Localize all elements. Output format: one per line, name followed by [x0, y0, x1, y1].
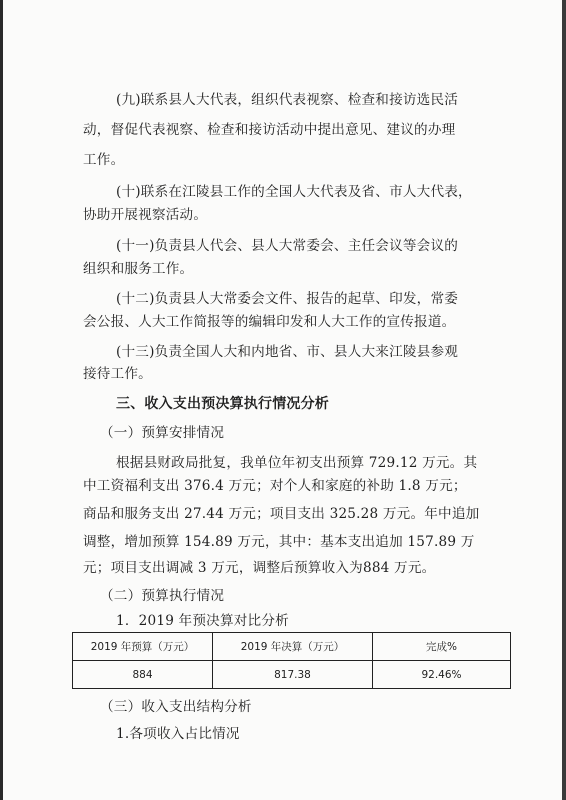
budget-body-line-3: 商品和服务支出 27.44 万元；项目支出 325.28 万元。年中追加	[83, 506, 480, 522]
table-header-cell: 2019 年决算（万元）	[213, 633, 373, 661]
para-11-line-2: 组织和服务工作。	[83, 261, 194, 277]
para-9-line-3: 工作。	[83, 152, 125, 168]
section-3-title: 三、收入支出预决算执行情况分析	[116, 396, 329, 412]
para-13-line-2: 接待工作。	[83, 366, 152, 382]
subsection-structure-analysis: （三）收入支出结构分析	[100, 699, 252, 715]
budget-comparison-table	[72, 632, 511, 689]
comparison-heading: 1．2019 年预决算对比分析	[116, 613, 289, 629]
table-header-cell: 2019 年预算（万元）	[73, 633, 213, 661]
para-9-line-1: (九)联系县人大代表，组织代表视察、检查和接访选民活	[116, 92, 459, 108]
para-13-line-1: (十三)负责全国人大和内地省、市、县人大来江陵县参观	[116, 344, 459, 360]
para-12-line-1: (十二)负责县人大常委会文件、报告的起草、印发，常委	[116, 291, 459, 307]
table-header-cell: 完成%	[373, 633, 511, 661]
income-share-heading: 1.各项收入占比情况	[116, 726, 240, 742]
table-row	[73, 661, 511, 689]
budget-body-line-1: 根据县财政局批复，我单位年初支出预算 729.12 万元。其	[116, 455, 478, 471]
para-10-line-1: (十)联系在江陵县工作的全国人大代表及省、市人大代表，	[116, 184, 472, 200]
table-cell: 92.46%	[373, 661, 511, 689]
table-cell: 884	[73, 661, 213, 689]
table-cell: 817.38	[213, 661, 373, 689]
subsection-budget-execution: （二）预算执行情况	[100, 588, 225, 604]
budget-body-line-5: 元；项目支出调减 3 万元，调整后预算收入为884 万元。	[83, 560, 436, 576]
table-header-row	[73, 633, 511, 661]
subsection-budget-arrangement: （一）预算安排情况	[100, 425, 225, 441]
scan-edge-right	[562, 0, 566, 800]
scan-edge-left	[0, 0, 3, 800]
para-11-line-1: (十一)负责县人代会、县人大常委会、主任会议等会议的	[116, 238, 459, 254]
para-10-line-2: 协助开展视察活动。	[83, 207, 208, 223]
para-9-line-2: 动，督促代表视察、检查和接访活动中提出意见、建议的办理	[83, 122, 456, 138]
para-12-line-2: 会公报、人大工作简报等的编辑印发和人大工作的宣传报道。	[83, 314, 456, 330]
budget-body-line-2: 中工资福利支出 376.4 万元；对个人和家庭的补助 1.8 万元；	[83, 478, 467, 494]
budget-body-line-4: 调整，增加预算 154.89 万元，其中：基本支出追加 157.89 万	[83, 534, 475, 550]
